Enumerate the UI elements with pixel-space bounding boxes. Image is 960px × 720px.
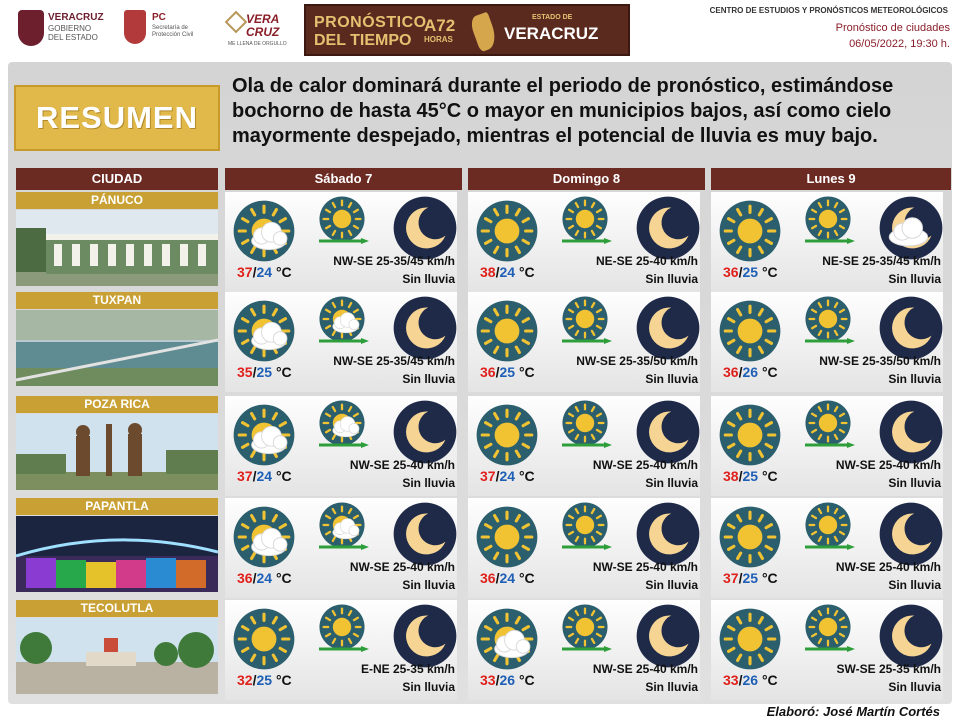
pc-logo-line1: PC: [152, 12, 166, 23]
sun-icon: [476, 300, 538, 362]
product-name: Pronóstico de ciudades: [835, 22, 950, 34]
issue-time: 06/05/2022, 19:30 h.: [849, 38, 950, 50]
temp-max: 36: [723, 364, 739, 380]
banner-hours-label: HORAS: [424, 35, 453, 44]
sun-icon: [319, 196, 365, 242]
resumen-badge: [14, 85, 220, 151]
forecast-cell: [225, 498, 457, 598]
city-name-2: TUXPAN: [16, 292, 218, 309]
city-name-5: TECOLUTLA: [16, 600, 218, 617]
temperature: [723, 570, 778, 586]
sun-cloud-icon: [476, 608, 538, 670]
wind-forecast: NW-SE 25-40 km/h: [349, 560, 455, 574]
arrow-right-icon: [562, 544, 612, 550]
rain-forecast: Sin lluvia: [645, 680, 698, 694]
forecast-cell: [225, 292, 457, 392]
summary-line: Ola de calor dominará durante el periodo de pronóstico, estimándose: [232, 75, 894, 97]
temp-min: 25: [256, 364, 273, 380]
diamond-icon: [225, 11, 248, 34]
sun-cloud-icon: [233, 200, 295, 262]
temperature: [723, 364, 778, 380]
temp-max: 36: [480, 570, 496, 586]
forecast-cell: [225, 192, 457, 292]
proteccion-civil-logo: [124, 8, 214, 54]
temp-max: 35: [237, 364, 253, 380]
temp-sep: /: [252, 672, 257, 688]
pc-shield-icon: [124, 10, 146, 44]
sun-icon: [719, 506, 781, 568]
sun-icon: [805, 604, 851, 650]
temp-sep: /: [495, 468, 500, 484]
moon-cloud-icon: [879, 196, 943, 260]
arrow-right-icon: [805, 338, 855, 344]
city-photo: [16, 414, 218, 490]
wind-forecast: NW-SE 25-40 km/h: [592, 662, 698, 676]
arrow-right-icon: [319, 442, 369, 448]
arrow-right-icon: [319, 338, 369, 344]
wind-forecast: E-NE 25-35 km/h: [360, 662, 455, 676]
forecast-cell: [711, 396, 943, 496]
sun-icon: [233, 608, 295, 670]
city-name-3: POZA RICA: [16, 396, 218, 413]
sun-icon: [562, 604, 608, 650]
temp-max: 33: [723, 672, 739, 688]
moon-icon: [393, 196, 457, 260]
forecast-cell: [711, 498, 943, 598]
wind-forecast: NE-SE 25-35/45 km/h: [822, 254, 941, 268]
temp-unit: °C: [275, 364, 292, 380]
sun-cloud-icon: [233, 404, 295, 466]
temp-unit: °C: [761, 672, 778, 688]
temperature: [237, 570, 292, 586]
temp-max: 38: [480, 264, 496, 280]
rain-forecast: Sin lluvia: [402, 476, 455, 490]
sun-icon: [476, 506, 538, 568]
wind-forecast: NW-SE 25-35/50 km/h: [576, 354, 698, 368]
rain-forecast: Sin lluvia: [888, 476, 941, 490]
sun-icon: [805, 196, 851, 242]
temp-unit: °C: [275, 264, 292, 280]
temp-unit: °C: [761, 570, 778, 586]
sun-icon: [805, 400, 851, 446]
temp-unit: °C: [761, 468, 778, 484]
wind-forecast: NW-SE 25-35/50 km/h: [819, 354, 941, 368]
temp-min: 26: [742, 364, 759, 380]
wind-forecast: NW-SE 25-40 km/h: [835, 458, 941, 472]
center-name: CENTRO DE ESTUDIOS Y PRONÓSTICOS METEOROLÓGICOS: [709, 6, 948, 15]
city-photo: [16, 618, 218, 694]
temp-sep: /: [252, 364, 257, 380]
arrow-right-icon: [805, 544, 855, 550]
rain-forecast: Sin lluvia: [888, 680, 941, 694]
moon-icon: [393, 604, 457, 668]
wind-forecast: NE-SE 25-40 km/h: [595, 254, 698, 268]
moon-icon: [393, 400, 457, 464]
temperature: [237, 364, 292, 380]
arrow-right-icon: [319, 646, 369, 652]
temp-unit: °C: [275, 468, 292, 484]
temp-unit: °C: [518, 264, 535, 280]
temp-min: 24: [256, 468, 273, 484]
summary-line: mayormente despejado, mientras el potencial de lluvia es muy bajo.: [232, 125, 878, 147]
veracruz-government-logo: [18, 8, 108, 54]
state-map-icon: [468, 12, 499, 53]
temp-unit: °C: [518, 468, 535, 484]
temp-unit: °C: [275, 672, 292, 688]
arrow-right-icon: [319, 544, 369, 550]
arrow-right-icon: [805, 442, 855, 448]
temp-max: 36: [480, 364, 496, 380]
forecast-cell: [468, 600, 700, 700]
temp-min: 25: [742, 264, 759, 280]
day-header-saturday: Sábado 7: [225, 168, 462, 190]
temp-max: 38: [723, 468, 739, 484]
temp-max: 37: [723, 570, 739, 586]
rain-forecast: Sin lluvia: [645, 578, 698, 592]
sun-icon: [719, 300, 781, 362]
arrow-right-icon: [319, 238, 369, 244]
temp-min: 24: [256, 264, 273, 280]
rain-forecast: Sin lluvia: [645, 476, 698, 490]
temp-max: 36: [237, 570, 253, 586]
temperature: [237, 468, 292, 484]
temperature: [480, 364, 535, 380]
rain-forecast: Sin lluvia: [888, 578, 941, 592]
temp-min: 25: [742, 570, 759, 586]
moon-icon: [393, 296, 457, 360]
pc-logo-line2: Secretaría de: [152, 25, 189, 31]
gov-logo-line2: GOBIERNO: [48, 24, 92, 33]
temp-min: 24: [499, 570, 516, 586]
rain-forecast: Sin lluvia: [645, 372, 698, 386]
temperature: [723, 264, 778, 280]
temp-min: 24: [256, 570, 273, 586]
wind-forecast: NW-SE 25-40 km/h: [835, 560, 941, 574]
sun-cloud-icon: [319, 296, 365, 342]
temp-max: 37: [237, 468, 253, 484]
temp-max: 33: [480, 672, 496, 688]
rain-forecast: Sin lluvia: [888, 372, 941, 386]
arrow-right-icon: [805, 646, 855, 652]
moon-icon: [879, 400, 943, 464]
forecast-cell: [468, 292, 700, 392]
forecast-cell: [468, 498, 700, 598]
temp-min: 24: [499, 264, 516, 280]
wind-forecast: NW-SE 25-35/45 km/h: [333, 354, 455, 368]
forecast-banner: [304, 4, 630, 56]
temp-min: 25: [499, 364, 516, 380]
gov-logo-line3: DEL ESTADO: [48, 33, 98, 42]
temp-min: 25: [742, 468, 759, 484]
temp-max: 37: [237, 264, 253, 280]
temperature: [723, 468, 778, 484]
temp-min: 26: [499, 672, 516, 688]
moon-icon: [879, 604, 943, 668]
temperature: [723, 672, 778, 688]
sun-icon: [719, 608, 781, 670]
sun-icon: [319, 604, 365, 650]
temp-sep: /: [738, 570, 743, 586]
temperature: [237, 672, 292, 688]
rain-forecast: Sin lluvia: [402, 680, 455, 694]
arrow-right-icon: [562, 442, 612, 448]
banner-title-1: PRONÓSTICO: [314, 14, 427, 31]
temp-unit: °C: [518, 672, 535, 688]
forecast-cell: [711, 292, 943, 392]
moon-icon: [636, 604, 700, 668]
moon-icon: [636, 400, 700, 464]
banner-hours: A72: [424, 16, 456, 35]
wind-forecast: NW-SE 25-40 km/h: [349, 458, 455, 472]
temperature: [237, 264, 292, 280]
temp-unit: °C: [761, 364, 778, 380]
temp-sep: /: [495, 264, 500, 280]
resumen-label: RESUMEN: [35, 100, 198, 135]
sun-cloud-icon: [319, 502, 365, 548]
banner-title-2: DEL TIEMPO: [314, 32, 412, 49]
moon-icon: [636, 296, 700, 360]
coat-of-arms-icon: [18, 10, 44, 46]
temp-sep: /: [495, 364, 500, 380]
wind-forecast: NW-SE 25-40 km/h: [592, 560, 698, 574]
veracruz-orgullo-logo: [226, 8, 288, 54]
day-header-sunday: Domingo 8: [468, 168, 705, 190]
rain-forecast: Sin lluvia: [402, 272, 455, 286]
sun-icon: [476, 404, 538, 466]
forecast-cell: [711, 600, 943, 700]
temp-sep: /: [495, 672, 500, 688]
summary-text: [232, 74, 954, 149]
temperature: [480, 570, 535, 586]
temp-sep: /: [252, 468, 257, 484]
moon-icon: [879, 296, 943, 360]
banner-state: VERACRUZ: [504, 24, 599, 43]
temp-unit: °C: [761, 264, 778, 280]
forecast-cell: [468, 192, 700, 292]
temp-sep: /: [738, 672, 743, 688]
temp-min: 26: [742, 672, 759, 688]
header: [0, 0, 960, 60]
arrow-right-icon: [805, 238, 855, 244]
temp-min: 25: [256, 672, 273, 688]
temp-sep: /: [252, 570, 257, 586]
banner-state-label: ESTADO DE: [532, 14, 573, 21]
temp-max: 32: [237, 672, 253, 688]
rain-forecast: Sin lluvia: [402, 578, 455, 592]
vc-logo-line2: CRUZ: [246, 25, 280, 39]
sun-icon: [562, 196, 608, 242]
vc-logo-line1: VERA: [246, 12, 280, 26]
moon-icon: [636, 502, 700, 566]
arrow-right-icon: [562, 238, 612, 244]
wind-forecast: NW-SE 25-40 km/h: [592, 458, 698, 472]
temperature: [480, 672, 535, 688]
moon-icon: [879, 502, 943, 566]
city-photo: [16, 516, 218, 592]
arrow-right-icon: [562, 646, 612, 652]
day-header-monday: Lunes 9: [711, 168, 951, 190]
sun-icon: [476, 200, 538, 262]
sun-icon: [562, 502, 608, 548]
wind-forecast: NW-SE 25-35/45 km/h: [333, 254, 455, 268]
forecast-cell: [711, 192, 943, 292]
sun-icon: [805, 296, 851, 342]
city-photo: [16, 310, 218, 386]
rain-forecast: Sin lluvia: [402, 372, 455, 386]
moon-icon: [636, 196, 700, 260]
wind-forecast: SW-SE 25-35 km/h: [836, 662, 941, 676]
sun-icon: [562, 400, 608, 446]
temp-unit: °C: [275, 570, 292, 586]
sun-cloud-icon: [319, 400, 365, 446]
city-column-header: CIUDAD: [16, 168, 218, 190]
temp-max: 36: [723, 264, 739, 280]
temp-sep: /: [738, 468, 743, 484]
temp-min: 24: [499, 468, 516, 484]
summary-line: bochorno de hasta 45°C o mayor en municipios bajos, así como cielo: [232, 100, 892, 122]
forecast-cell: [225, 396, 457, 496]
sun-icon: [719, 404, 781, 466]
pc-logo-line3: Protección Civil: [152, 32, 194, 38]
sun-icon: [719, 200, 781, 262]
rain-forecast: Sin lluvia: [888, 272, 941, 286]
rain-forecast: Sin lluvia: [645, 272, 698, 286]
temp-sep: /: [738, 364, 743, 380]
sun-cloud-icon: [233, 506, 295, 568]
forecast-cell: [225, 600, 457, 700]
temp-unit: °C: [518, 364, 535, 380]
temp-max: 37: [480, 468, 496, 484]
author-credit: Elaboró: José Martín Cortés: [766, 704, 940, 719]
forecast-cell: [468, 396, 700, 496]
moon-icon: [393, 502, 457, 566]
arrow-right-icon: [562, 338, 612, 344]
city-name-1: PÁNUCO: [16, 192, 218, 209]
city-photo: [16, 210, 218, 286]
temp-sep: /: [252, 264, 257, 280]
gov-logo-line1: VERACRUZ: [48, 12, 104, 23]
temp-unit: °C: [518, 570, 535, 586]
sun-icon: [805, 502, 851, 548]
sun-icon: [562, 296, 608, 342]
temp-sep: /: [495, 570, 500, 586]
city-name-4: PAPANTLA: [16, 498, 218, 515]
temp-sep: /: [738, 264, 743, 280]
temperature: [480, 264, 535, 280]
sun-cloud-icon: [233, 300, 295, 362]
temperature: [480, 468, 535, 484]
vc-logo-line3: ME LLENA DE ORGULLO: [228, 41, 287, 47]
